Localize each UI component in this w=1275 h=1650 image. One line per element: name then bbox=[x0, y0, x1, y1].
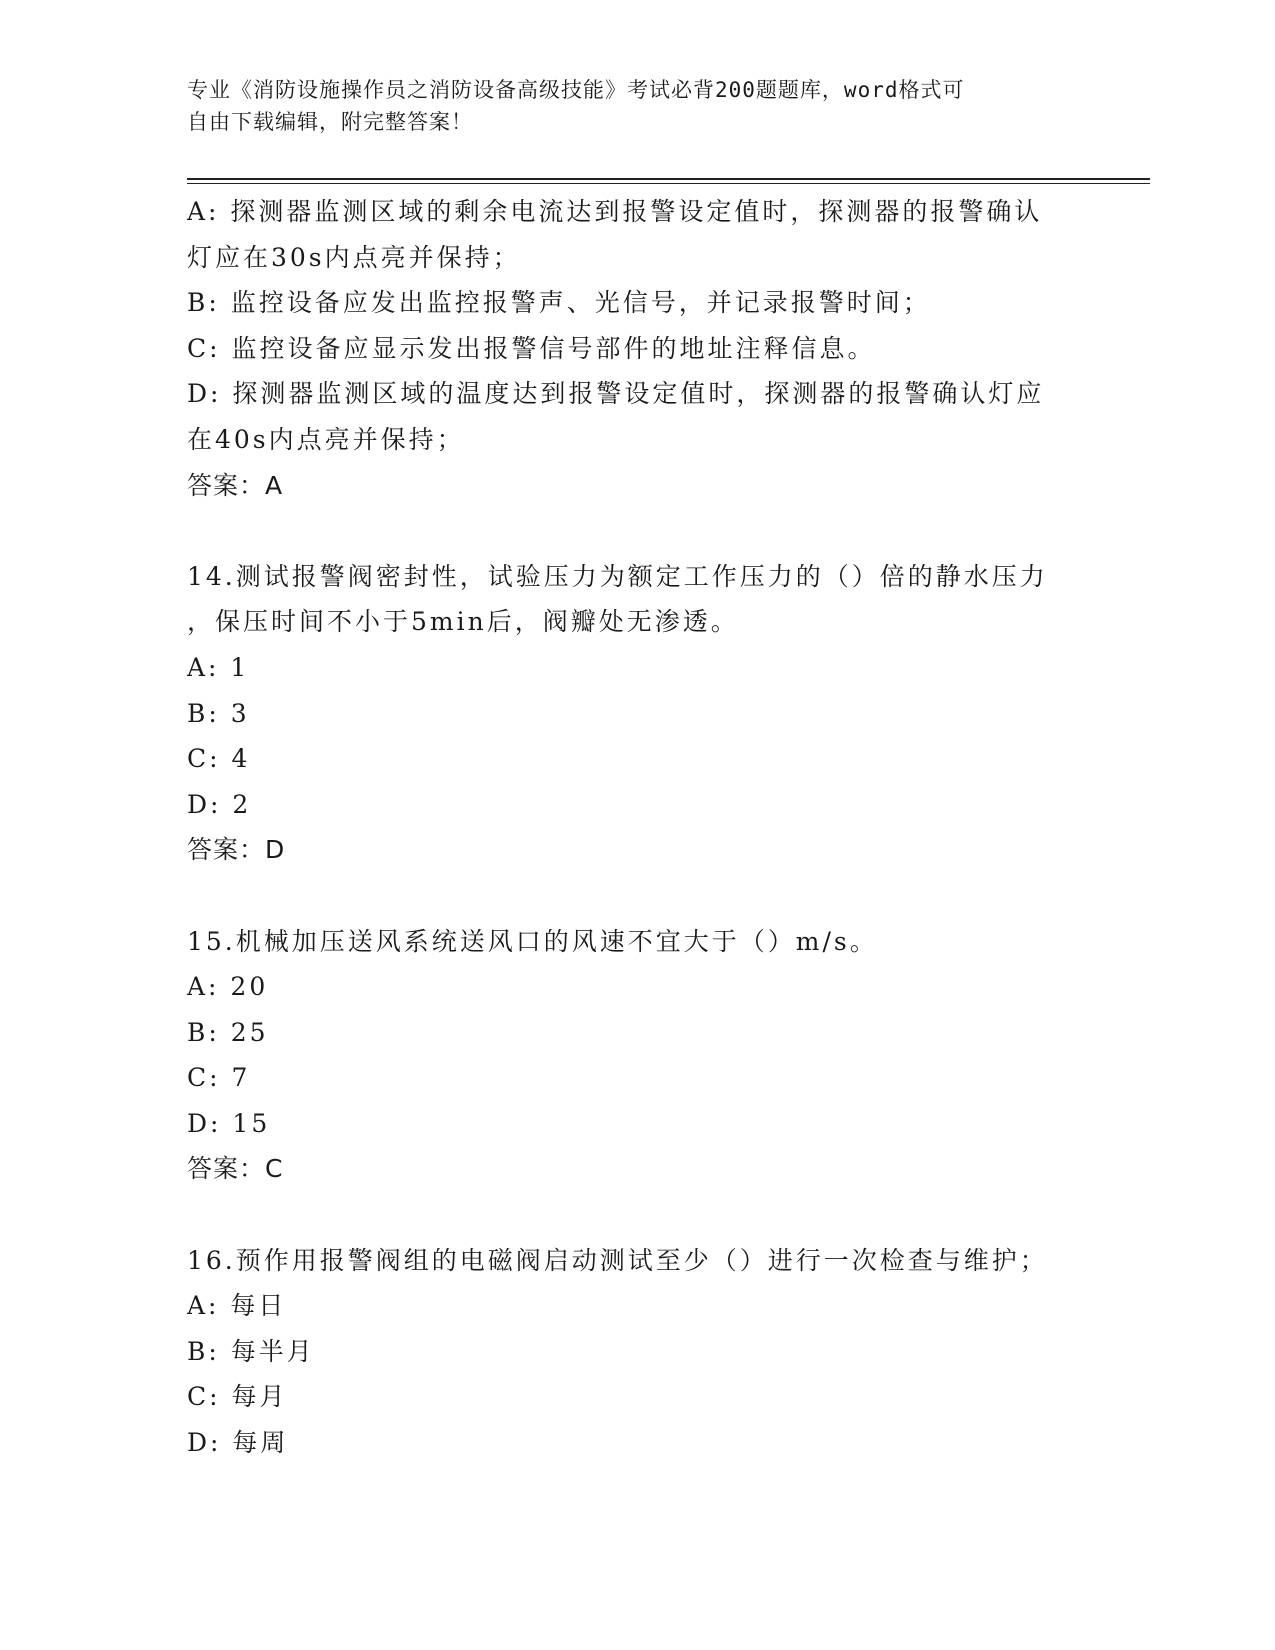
header-line-2: 自由下载编辑，附完整答案！ bbox=[187, 110, 473, 134]
answer: 答案：D bbox=[187, 835, 286, 865]
question-stem-line-1: 14.测试报警阀密封性，试验压力为额定工作压力的（）倍的静水压力 bbox=[187, 561, 1048, 591]
question-stem: 15.机械加压送风系统送风口的风速不宜大于（）m/s。 bbox=[187, 926, 878, 956]
option-d-line-1: D: 探测器监测区域的温度达到报警设定值时，探测器的报警确认灯应 bbox=[187, 379, 1045, 409]
answer: 答案：A bbox=[187, 470, 284, 500]
header-line-1: 专业《消防设施操作员之消防设备高级技能》考试必背200题题库，word格式可 bbox=[187, 78, 965, 102]
spacer bbox=[187, 508, 1087, 554]
option-a-line-1: A: 探测器监测区域的剩余电流达到报警设定值时，探测器的报警确认 bbox=[187, 197, 1043, 226]
document-header bbox=[187, 74, 1087, 138]
option-c: C: 4 bbox=[187, 744, 251, 774]
option-a: A: 20 bbox=[187, 972, 269, 1002]
option-b: B: 3 bbox=[187, 698, 250, 728]
question-14 bbox=[187, 554, 1087, 873]
spacer bbox=[187, 873, 1087, 919]
option-d: D: 2 bbox=[187, 789, 252, 819]
question-16 bbox=[187, 1238, 1087, 1466]
option-b: B: 25 bbox=[187, 1017, 269, 1047]
option-d: D: 每周 bbox=[187, 1428, 289, 1458]
prev-question bbox=[187, 189, 1087, 508]
option-c: C: 监控设备应显示发出报警信号部件的地址注释信息。 bbox=[187, 333, 876, 363]
answer: 答案：C bbox=[187, 1154, 284, 1184]
option-d: D: 15 bbox=[187, 1108, 271, 1138]
option-a: A: 每日 bbox=[187, 1291, 287, 1321]
question-content bbox=[187, 189, 1087, 1466]
option-a: A: 1 bbox=[187, 652, 250, 682]
question-stem-line-2: ，保压时间不小于5min后，阀瓣处无渗透。 bbox=[187, 607, 739, 637]
header-divider-thick bbox=[187, 178, 1150, 180]
option-c: C: 每月 bbox=[187, 1382, 288, 1412]
option-b: B: 每半月 bbox=[187, 1336, 315, 1366]
question-15 bbox=[187, 919, 1087, 1193]
option-b: B: 监控设备应发出监控报警声、光信号，并记录报警时间； bbox=[187, 288, 931, 318]
question-stem: 16.预作用报警阀组的电磁阀启动测试至少（）进行一次检查与维护； bbox=[187, 1245, 1048, 1275]
spacer bbox=[187, 1192, 1087, 1238]
option-d-line-2: 在40s内点亮并保持； bbox=[187, 424, 465, 454]
option-a-line-2: 灯应在30s内点亮并保持； bbox=[187, 242, 521, 272]
header-divider-thin bbox=[187, 183, 1150, 184]
option-c: C: 7 bbox=[187, 1063, 251, 1093]
